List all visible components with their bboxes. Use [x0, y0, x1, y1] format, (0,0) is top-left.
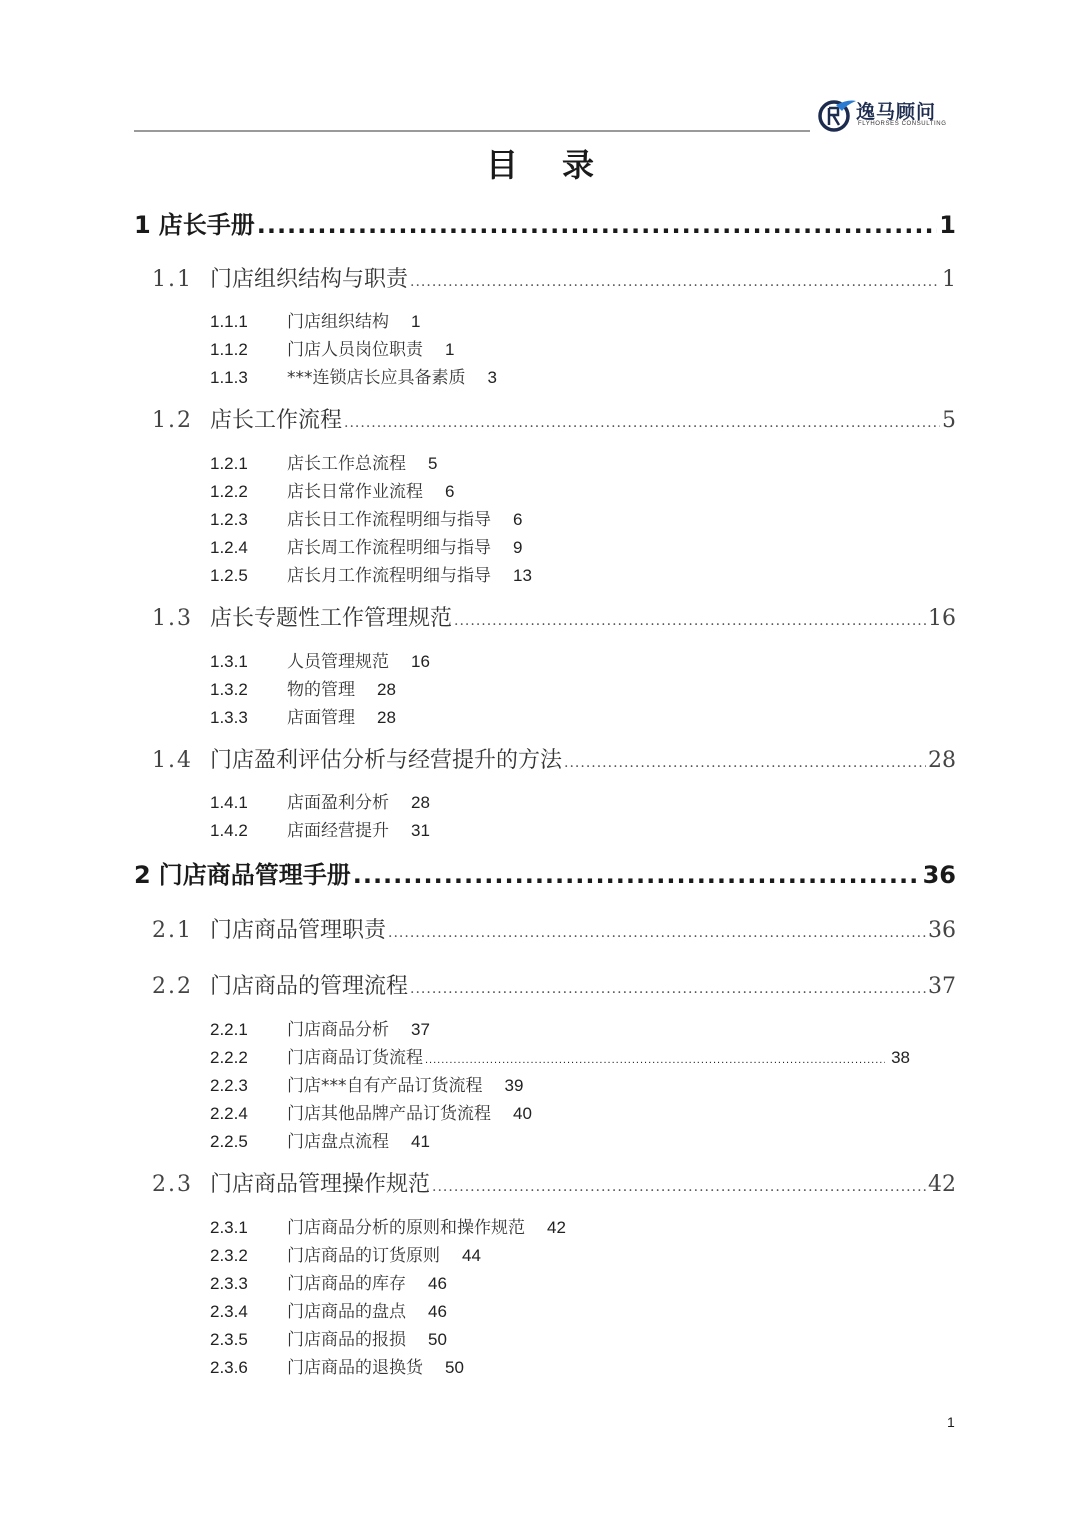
logo-text: 逸马顾问 [856, 101, 937, 123]
toc-entry[interactable] [152, 403, 956, 434]
toc-entry[interactable] [210, 675, 396, 700]
toc-entry-number: 1.3.1 [210, 652, 248, 671]
toc-entry-page: 28 [928, 748, 956, 773]
dot-leader [454, 613, 926, 629]
toc-entry-page: 28 [377, 680, 396, 699]
toc-entry-number: 2.3.4 [210, 1302, 248, 1321]
toc-entry-title: 门店人员岗位职责 [287, 340, 423, 360]
toc-entry-number: 1.3.3 [210, 708, 248, 727]
toc-entry-number: 2 [134, 861, 151, 889]
toc-entry-number: 2.3.6 [210, 1358, 248, 1377]
toc-entry-number: 2.2.4 [210, 1104, 248, 1123]
toc-entry-number: 1.1 [152, 267, 193, 292]
toc-entry-title: 店面经营提升 [287, 821, 389, 841]
toc-entry-number: 1.3 [152, 606, 193, 631]
toc-entry-number: 1.2.3 [210, 510, 248, 529]
toc-entry-number: 2.3.3 [210, 1274, 248, 1293]
toc-entry-page: 6 [445, 482, 455, 501]
toc-entry-number: 1.3.2 [210, 680, 248, 699]
dot-leader [432, 1179, 926, 1195]
toc-entry-page: 50 [445, 1358, 464, 1377]
toc-entry-page: 13 [513, 566, 532, 585]
toc-entry-title: 店长日工作流程明细与指导 [287, 510, 491, 530]
toc-entry-number: 1.4.1 [210, 793, 248, 812]
dot-leader [410, 274, 940, 290]
toc-entry-number: 2.3.2 [210, 1246, 248, 1265]
toc-entry-page: 36 [928, 918, 956, 943]
toc-entry-title: 门店商品的盘点 [287, 1302, 406, 1322]
toc-entry-page: 5 [428, 454, 438, 473]
toc-entry-title: 店面管理 [287, 708, 355, 728]
toc-entry-number: 2.1 [152, 918, 193, 943]
toc-entry-number: 1.2.5 [210, 566, 248, 585]
toc-entry-title: 门店盘点流程 [287, 1132, 389, 1152]
dot-leader [257, 211, 938, 239]
toc-entry-number: 1.1.2 [210, 340, 248, 359]
toc-entry-page: 38 [891, 1048, 910, 1067]
toc-entry-title: 门店商品的管理流程 [210, 974, 409, 999]
toc-entry[interactable] [210, 1071, 523, 1096]
toc-entry-page: 28 [377, 708, 396, 727]
toc-entry[interactable] [210, 1213, 566, 1238]
page-title: 目录 [485, 146, 638, 184]
toc-entry-number: 2.2.3 [210, 1076, 248, 1095]
toc-entry[interactable] [210, 1043, 910, 1068]
toc-entry-page: 39 [504, 1076, 524, 1095]
toc-entry[interactable] [134, 205, 956, 240]
toc-entry-page: 41 [411, 1132, 430, 1151]
toc-entry-title: 门店商品的订货原则 [287, 1246, 440, 1266]
toc-entry[interactable] [210, 1325, 447, 1350]
toc-entry-page: 6 [513, 510, 523, 529]
toc-entry-page: 42 [547, 1218, 566, 1237]
toc-entry-title: 物的管理 [287, 680, 355, 700]
toc-entry[interactable] [210, 1015, 430, 1040]
toc-entry-number: 2.2.2 [210, 1048, 248, 1067]
toc-entry-page: 31 [411, 821, 430, 840]
toc-entry-number: 1.2 [152, 408, 193, 433]
toc-entry-number: 1.4 [152, 748, 193, 773]
toc-entry-page: 46 [428, 1274, 447, 1293]
toc-entry-title: 店长日常作业流程 [287, 482, 423, 502]
toc-entry-title: 店长工作流程 [210, 408, 343, 433]
dot-leader [410, 981, 926, 997]
toc-entry-page: 9 [513, 538, 523, 557]
toc-entry-title: 门店商品订货流程 [287, 1048, 423, 1068]
toc-entry-number: 2.2 [152, 974, 193, 999]
toc-entry[interactable] [210, 1127, 430, 1152]
company-logo [816, 95, 966, 135]
toc-entry-page: 40 [513, 1104, 532, 1123]
toc-entry-number: 1.1.3 [210, 368, 248, 387]
toc-entry-page: 44 [462, 1246, 481, 1265]
toc-entry-page: 1 [411, 312, 421, 331]
toc-entry-title: 门店***自有产品订货流程 [287, 1076, 483, 1096]
toc-entry[interactable] [210, 816, 430, 841]
dot-leader [353, 861, 921, 889]
toc-entry-number: 1 [134, 211, 151, 239]
toc-entry[interactable] [210, 703, 396, 728]
toc-entry-number: 2.2.5 [210, 1132, 248, 1151]
logo-mark-icon [816, 95, 856, 135]
toc-entry-title: 店长专题性工作管理规范 [210, 606, 453, 631]
toc-entry-title: 门店商品分析 [287, 1020, 389, 1040]
toc-entry-title: 门店商品分析的原则和操作规范 [287, 1218, 525, 1238]
toc-entry[interactable] [210, 363, 497, 388]
toc-entry-page: 37 [411, 1020, 430, 1039]
toc-entry-number: 2.3.1 [210, 1218, 248, 1237]
toc-entry[interactable] [152, 1167, 956, 1198]
toc-entry-title: 店长手册 [158, 211, 255, 239]
toc-entry-page: 1 [445, 340, 455, 359]
toc-entry[interactable] [152, 913, 956, 944]
toc-entry-title: 店面盈利分析 [287, 793, 389, 813]
toc-entry-page: 3 [487, 368, 497, 387]
toc-entry[interactable] [210, 1099, 532, 1124]
toc-entry-title: 门店商品的退换货 [287, 1358, 423, 1378]
toc-entry[interactable] [210, 307, 420, 332]
toc-entry[interactable] [210, 477, 454, 502]
toc-entry[interactable] [210, 561, 532, 586]
toc-entry[interactable] [152, 262, 956, 293]
toc-entry-title: 店长周工作流程明细与指导 [287, 538, 491, 558]
toc-entry-page: 16 [411, 652, 430, 671]
toc-entry[interactable] [210, 647, 430, 672]
toc-entry-page: 1 [939, 211, 956, 239]
toc-entry-title: 店长工作总流程 [287, 454, 406, 474]
dot-leader [425, 1054, 885, 1066]
toc-entry[interactable] [210, 788, 430, 813]
toc-entry[interactable] [210, 505, 522, 530]
toc-entry-page: 37 [928, 974, 956, 999]
toc-entry[interactable] [210, 1353, 464, 1378]
dot-leader [388, 925, 926, 941]
dot-leader [564, 755, 926, 771]
toc-entry-title: 门店商品管理职责 [210, 918, 387, 943]
header-rule [134, 130, 810, 132]
toc-entry-page: 28 [411, 793, 430, 812]
toc-entry-page: 46 [428, 1302, 447, 1321]
toc-entry-title: 门店盈利评估分析与经营提升的方法 [210, 748, 563, 773]
toc-entry-number: 1.2.4 [210, 538, 248, 557]
toc-entry-title: 门店商品管理操作规范 [210, 1172, 431, 1197]
toc-entry-page: 42 [928, 1172, 956, 1197]
toc-entry-title: 门店商品的报损 [287, 1330, 406, 1350]
toc-entry-number: 1.2.2 [210, 482, 248, 501]
toc-entry[interactable] [134, 855, 956, 890]
toc-entry[interactable] [152, 601, 956, 632]
toc-entry-title: 门店商品的库存 [287, 1274, 406, 1294]
toc-entry-number: 1.2.1 [210, 454, 248, 473]
toc-entry[interactable] [210, 533, 522, 558]
toc-entry[interactable] [210, 1241, 481, 1266]
toc-entry[interactable] [210, 449, 437, 474]
toc-entry[interactable] [210, 1297, 447, 1322]
logo-subtitle: FLYHORSES CONSULTING [858, 121, 947, 127]
toc-entry-title: 门店商品管理手册 [158, 861, 351, 889]
toc-entry-title: 门店组织结构与职责 [210, 267, 409, 292]
toc-entry[interactable] [152, 743, 956, 774]
page-number: 1 [947, 1414, 955, 1430]
toc-entry-number: 2.3.5 [210, 1330, 248, 1349]
toc-entry-number: 1.4.2 [210, 821, 248, 840]
toc-entry-page: 16 [928, 606, 956, 631]
toc-entry-page: 1 [942, 267, 956, 292]
toc-entry-title: 门店组织结构 [287, 312, 389, 332]
dot-leader [344, 415, 940, 431]
toc-entry-page: 36 [922, 861, 956, 889]
toc-entry-number: 1.1.1 [210, 312, 248, 331]
toc-entry-title: ***连锁店长应具备素质 [287, 368, 466, 388]
toc-entry-number: 2.3 [152, 1172, 193, 1197]
toc-entry-page: 5 [942, 408, 956, 433]
toc-entry[interactable] [210, 335, 454, 360]
toc-entry-title: 店长月工作流程明细与指导 [287, 566, 491, 586]
toc-entry-number: 2.2.1 [210, 1020, 248, 1039]
toc-entry-page: 50 [428, 1330, 447, 1349]
toc-entry-title: 人员管理规范 [287, 652, 389, 672]
toc-entry[interactable] [210, 1269, 447, 1294]
toc-entry[interactable] [152, 969, 956, 1000]
toc-entry-title: 门店其他品牌产品订货流程 [287, 1104, 491, 1124]
